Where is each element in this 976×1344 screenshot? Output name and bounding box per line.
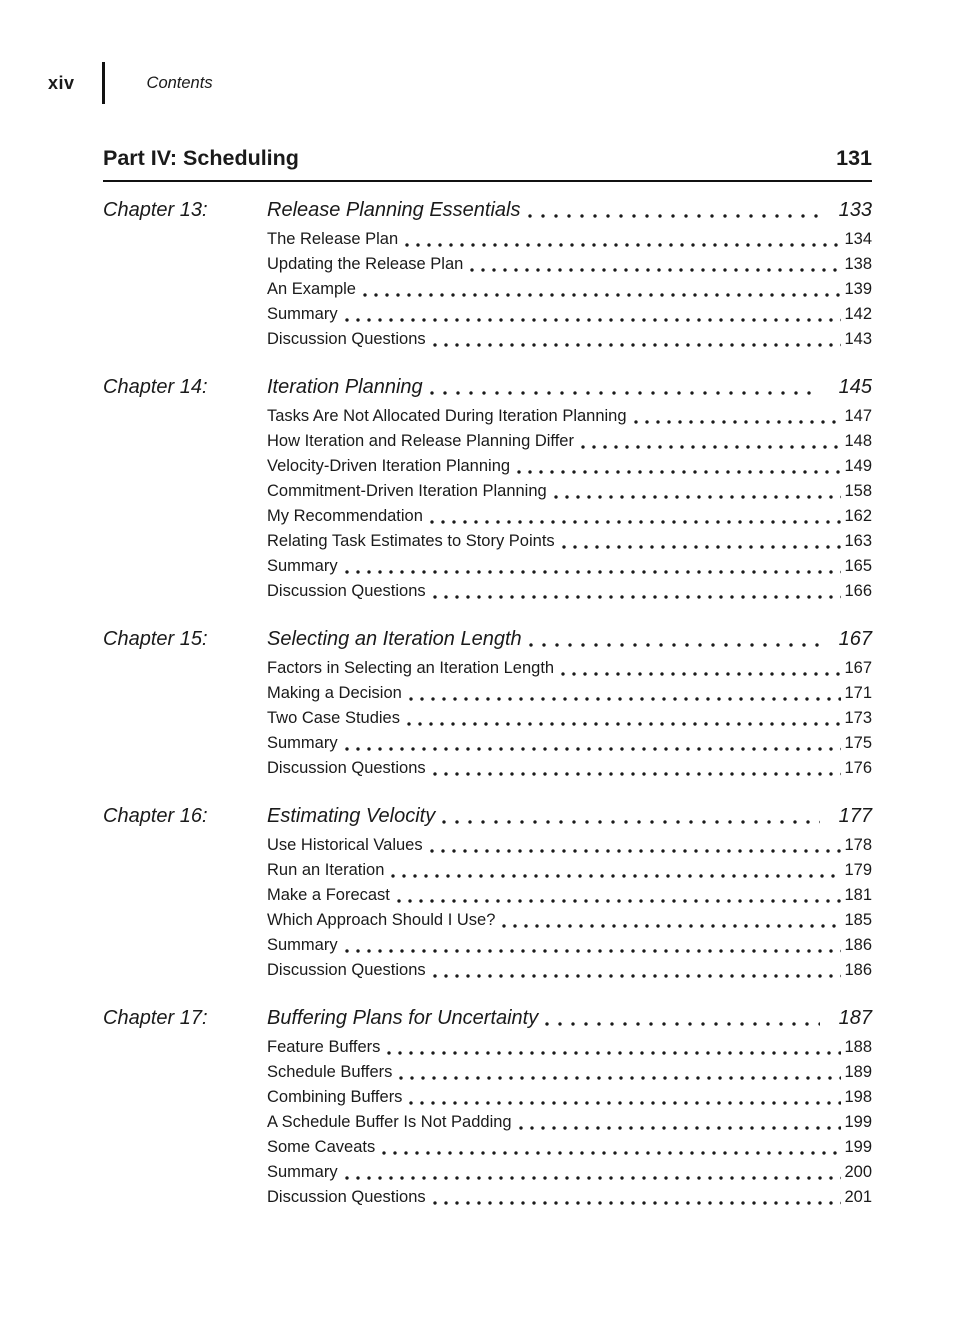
section-row (267, 681, 872, 706)
dot-leader (529, 625, 820, 654)
chapter-label: Chapter 15: (103, 628, 208, 650)
section-title: Summary (267, 734, 338, 752)
section-page-number: 138 (844, 255, 872, 273)
dot-leader (581, 429, 842, 454)
part-page-number: 131 (836, 146, 872, 170)
dot-leader (345, 302, 842, 327)
dot-leader (430, 833, 842, 858)
dot-leader (545, 1004, 820, 1033)
section-row (267, 656, 872, 681)
dot-leader (634, 404, 842, 429)
section-page-number: 185 (844, 911, 872, 929)
section-title: Factors in Selecting an Iteration Length (267, 659, 555, 677)
section-page-number: 186 (844, 961, 872, 979)
dot-leader (363, 277, 842, 302)
header-divider (102, 62, 105, 104)
dot-leader (433, 579, 842, 604)
section-page-number: 149 (844, 457, 872, 475)
section-page-number: 198 (844, 1088, 872, 1106)
dot-leader (442, 802, 820, 831)
chapter-title: Selecting an Iteration Length (267, 628, 522, 650)
section-row (267, 554, 872, 579)
section-page-number: 134 (844, 230, 872, 248)
section-row (267, 706, 872, 731)
section-row (267, 908, 872, 933)
section-title: Summary (267, 936, 338, 954)
section-page-number: 139 (844, 280, 872, 298)
dot-leader (470, 252, 841, 277)
section-title: Summary (267, 1163, 338, 1181)
section-title: Discussion Questions (267, 582, 426, 600)
dot-leader (409, 681, 842, 706)
chapter-title: Buffering Plans for Uncertainty (267, 1007, 539, 1029)
section-title: My Recommendation (267, 507, 423, 525)
section-page-number: 200 (844, 1163, 872, 1181)
chapter-block (103, 802, 872, 983)
section-title: Updating the Release Plan (267, 255, 464, 273)
section-page-number: 188 (844, 1038, 872, 1056)
section-title: Commitment-Driven Iteration Planning (267, 482, 547, 500)
dot-leader (562, 529, 842, 554)
dot-leader (433, 327, 842, 352)
dot-leader (397, 883, 842, 908)
chapter-label: Chapter 16: (103, 805, 208, 827)
section-row (267, 731, 872, 756)
dot-leader (345, 554, 842, 579)
section-row (267, 429, 872, 454)
dot-leader (391, 858, 841, 883)
chapter-page-number: 187 (838, 1007, 872, 1029)
section-row (267, 933, 872, 958)
dot-leader (433, 1185, 842, 1210)
chapter-label: Chapter 17: (103, 1007, 208, 1029)
dot-leader (382, 1135, 841, 1160)
dot-leader (554, 479, 842, 504)
chapter-block (103, 196, 872, 352)
section-page-number: 171 (844, 684, 872, 702)
chapter-title-line (267, 373, 872, 402)
section-row (267, 327, 872, 352)
section-title: Feature Buffers (267, 1038, 381, 1056)
section-title: Which Approach Should I Use? (267, 911, 496, 929)
dot-leader (517, 454, 841, 479)
section-row (267, 252, 872, 277)
chapter-title-line (267, 802, 872, 831)
section-title: Summary (267, 557, 338, 575)
section-page-number: 158 (844, 482, 872, 500)
section-title: Tasks Are Not Allocated During Iteration Planning (267, 407, 627, 425)
section-page-number: 162 (844, 507, 872, 525)
section-row (267, 833, 872, 858)
dot-leader (409, 1085, 841, 1110)
chapter-page-number: 167 (838, 628, 872, 650)
dot-leader (345, 1160, 842, 1185)
section-row (267, 958, 872, 983)
section-page-number: 178 (844, 836, 872, 854)
section-page-number: 165 (844, 557, 872, 575)
section-row (267, 277, 872, 302)
section-row (267, 883, 872, 908)
section-title: A Schedule Buffer Is Not Padding (267, 1113, 512, 1131)
chapter-label: Chapter 14: (103, 376, 208, 398)
dot-leader (528, 196, 821, 225)
section-page-number: 176 (844, 759, 872, 777)
dot-leader (345, 731, 842, 756)
chapter-title-line (267, 625, 872, 654)
chapter-label: Chapter 13: (103, 199, 208, 221)
chapter-page-number: 177 (838, 805, 872, 827)
section-title: Discussion Questions (267, 759, 426, 777)
section-title: Schedule Buffers (267, 1063, 393, 1081)
running-header-title: Contents (146, 73, 213, 92)
table-of-contents (103, 146, 872, 1231)
section-page-number: 186 (844, 936, 872, 954)
section-title: Relating Task Estimates to Story Points (267, 532, 555, 550)
chapter-title-line (267, 196, 872, 225)
dot-leader (433, 756, 842, 781)
section-title: The Release Plan (267, 230, 399, 248)
dot-leader (433, 958, 842, 983)
section-row (267, 579, 872, 604)
chapter-list (103, 196, 872, 1210)
section-page-number: 199 (844, 1138, 872, 1156)
section-row (267, 504, 872, 529)
section-row (267, 404, 872, 429)
dot-leader (561, 656, 841, 681)
section-page-number: 142 (844, 305, 872, 323)
section-page-number: 189 (844, 1063, 872, 1081)
section-page-number: 143 (844, 330, 872, 348)
chapter-page-number: 145 (838, 376, 872, 398)
section-row (267, 529, 872, 554)
section-title: Discussion Questions (267, 961, 426, 979)
section-title: Combining Buffers (267, 1088, 403, 1106)
folio-page-number: xiv (48, 72, 75, 93)
section-title: Two Case Studies (267, 709, 400, 727)
section-page-number: 166 (844, 582, 872, 600)
section-row (267, 1060, 872, 1085)
section-title: How Iteration and Release Planning Differ (267, 432, 574, 450)
dot-leader (430, 504, 842, 529)
chapter-title: Release Planning Essentials (267, 199, 521, 221)
part-heading (103, 146, 872, 182)
section-title: An Example (267, 280, 356, 298)
section-row (267, 479, 872, 504)
running-header (48, 62, 213, 104)
section-row (267, 1185, 872, 1210)
chapter-page-number: 133 (838, 199, 872, 221)
dot-leader (345, 933, 842, 958)
section-page-number: 175 (844, 734, 872, 752)
section-page-number: 167 (844, 659, 872, 677)
section-row (267, 1160, 872, 1185)
section-row (267, 1035, 872, 1060)
section-title: Summary (267, 305, 338, 323)
dot-leader (399, 1060, 841, 1085)
dot-leader (430, 373, 820, 402)
section-row (267, 454, 872, 479)
section-title: Some Caveats (267, 1138, 376, 1156)
chapter-title: Iteration Planning (267, 376, 423, 398)
section-row (267, 756, 872, 781)
section-page-number: 201 (844, 1188, 872, 1206)
section-title: Making a Decision (267, 684, 402, 702)
section-row (267, 1110, 872, 1135)
section-page-number: 147 (844, 407, 872, 425)
section-row (267, 227, 872, 252)
section-row (267, 1135, 872, 1160)
section-row (267, 1085, 872, 1110)
section-title: Use Historical Values (267, 836, 423, 854)
section-page-number: 173 (844, 709, 872, 727)
chapter-block (103, 625, 872, 781)
section-page-number: 199 (844, 1113, 872, 1131)
chapter-title: Estimating Velocity (267, 805, 436, 827)
section-page-number: 163 (844, 532, 872, 550)
section-title: Discussion Questions (267, 1188, 426, 1206)
dot-leader (519, 1110, 842, 1135)
part-title: Part IV: Scheduling (103, 146, 299, 170)
dot-leader (405, 227, 841, 252)
chapter-title-line (267, 1004, 872, 1033)
section-row (267, 302, 872, 327)
section-title: Run an Iteration (267, 861, 385, 879)
chapter-block (103, 1004, 872, 1210)
section-page-number: 179 (844, 861, 872, 879)
dot-leader (387, 1035, 841, 1060)
section-page-number: 181 (844, 886, 872, 904)
chapter-block (103, 373, 872, 604)
section-title: Discussion Questions (267, 330, 426, 348)
section-page-number: 148 (844, 432, 872, 450)
section-row (267, 858, 872, 883)
section-title: Velocity-Driven Iteration Planning (267, 457, 511, 475)
dot-leader (407, 706, 841, 731)
dot-leader (502, 908, 841, 933)
section-title: Make a Forecast (267, 886, 390, 904)
